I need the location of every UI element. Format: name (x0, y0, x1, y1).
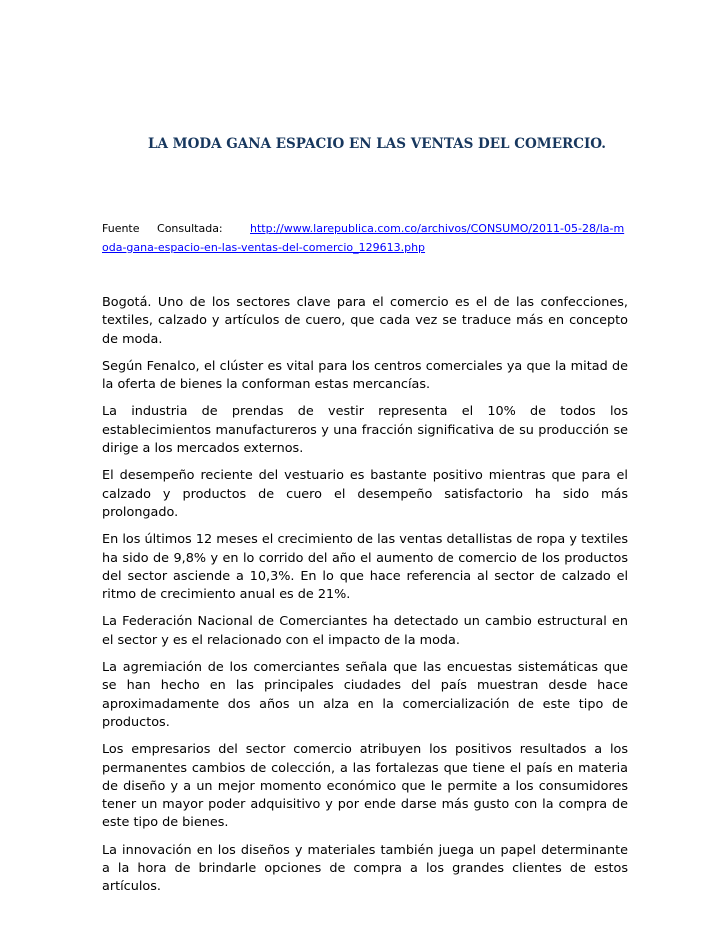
paragraph: La Federación Nacional de Comerciantes ha detectado un cambio estructural en el sector y es el relacionado con el impacto de la moda. (102, 614, 628, 648)
paragraph: Según Fenalco, el clúster es vital para los centros comerciales ya que la mitad de la oferta de bienes la conforman estas mercancías. (102, 358, 628, 393)
paragraph: La agremiación de los comerciantes señala que las encuestas sistemáticas que se han hecho en las principales ciudades del país muestran desde hace aproximadamente dos años un alza en la comercialización de este tipo de productos. (102, 660, 628, 730)
paragraph: En los últimos 12 meses el crecimiento de las ventas detallistas de ropa y textiles ha sido de 9,8% y en lo corrido del año el aumento de comercio de los productos del sector asciende a 10,3%. En lo que hace referencia al sector de calzado el ritmo de crecimiento anual es de 21%. (102, 532, 628, 603)
article-body (102, 294, 628, 906)
source-line (102, 219, 628, 257)
source-label: Fuente Consultada: (102, 222, 223, 235)
paragraph: La industria de prendas de vestir representa el 10% de todos los establecimientos manufactureros y una fracción significativa de su producción se dirige a los mercados externos. (102, 404, 628, 457)
paragraph: Bogotá. Uno de los sectores clave para el comercio es el de las confecciones, textiles, calzado y artículos de cuero, que cada vez se traduce más en concepto de moda. (102, 295, 628, 347)
paragraph: El desempeño reciente del vestuario es bastante positivo mientras que para el calzado y productos de cuero el desempeño satisfactorio ha sido más prolongado. (102, 468, 628, 520)
paragraph: La innovación en los diseños y materiales también juega un papel determinante a la hora de brindarle opciones de compra a los grandes clientes de estos artículos. (102, 842, 628, 895)
paragraph: Los empresarios del sector comercio atribuyen los positivos resultados a los permanentes cambios de colección, a las fortalezas que tiene el país en materia de diseño y a un mejor momento económico que le permite a los consumidores tener un mayor poder adquisitivo y por ende darse más gusto con la compra de este tipo de bienes. (102, 742, 628, 831)
source-link[interactable]: http://www.larepublica.com.co/archivos/CONSUMO/2011-05-28/la-moda-gana-espacio-en-las-ventas-del-comercio_129613.php (102, 222, 625, 254)
document-title: LA MODA GANA ESPACIO EN LAS VENTAS DEL COMERCIO. (148, 136, 606, 152)
